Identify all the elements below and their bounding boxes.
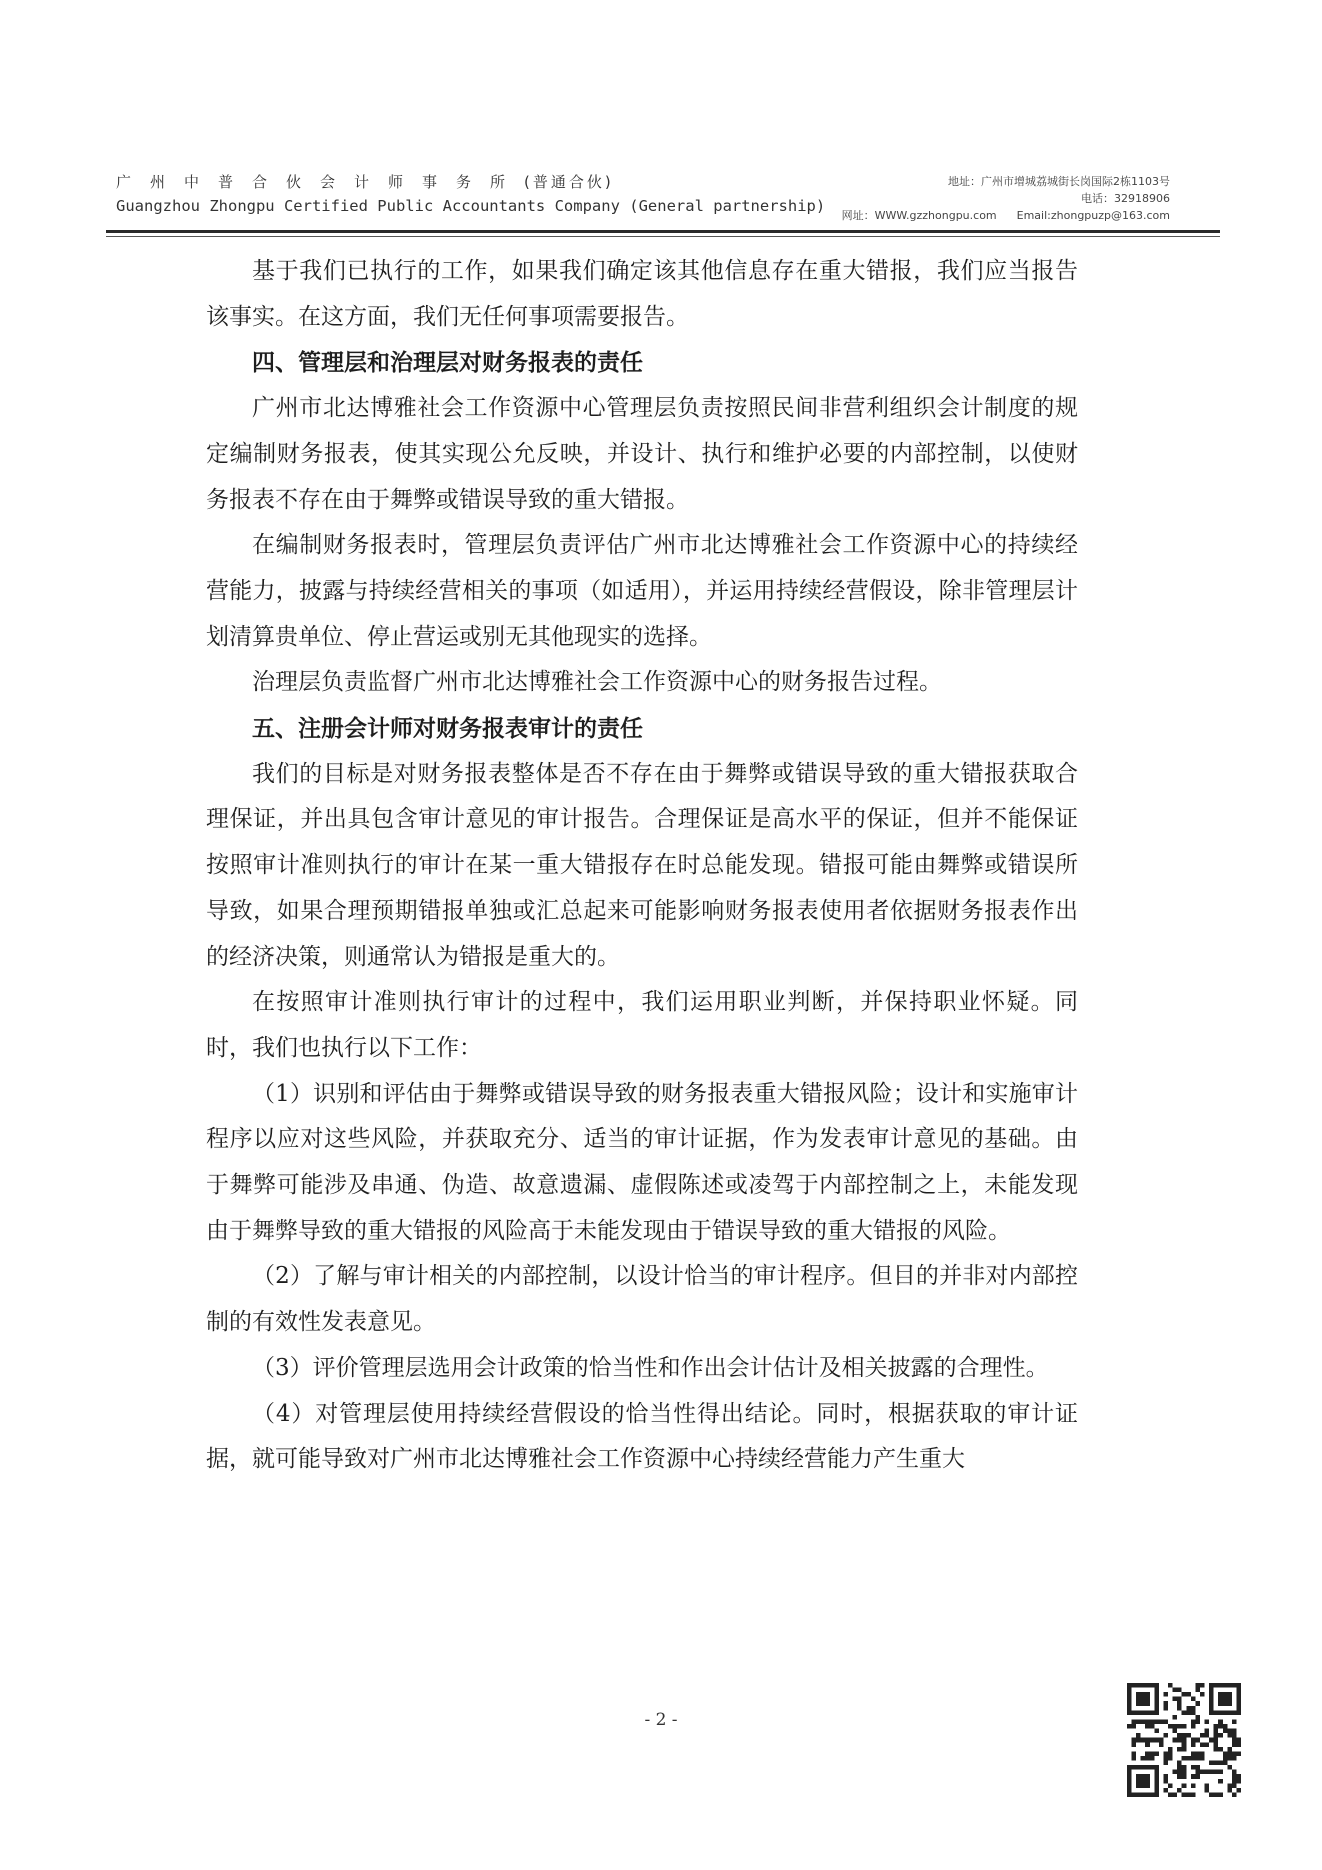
header-divider-thin: [106, 236, 1220, 237]
body-paragraph: 我们的目标是对财务报表整体是否不存在由于舞弊或错误导致的重大错报获取合理保证，并出具包含审计意见的审计报告。合理保证是高水平的保证，但并不能保证按照审计准则执行的审计在某一重大错报存在时总能发现。错报可能由舞弊或错误所导致，如果合理预期错报单独或汇总起来可能影响财务报表使用者依据财务报表作出的经济决策，则通常认为错报是重大的。: [206, 760, 1078, 970]
body-paragraph-item-1: （1）识别和评估由于舞弊或错误导致的财务报表重大错报风险；设计和实施审计程序以应对这些风险，并获取充分、适当的审计证据，作为发表审计意见的基础。由于舞弊可能涉及串通、伪造、故意遗漏、虚假陈述或凌驾于内部控制之上，未能发现由于舞弊导致的重大错报的风险高于未能发现由于错误导致的重大错报的风险。: [206, 1080, 1078, 1244]
firm-web-contacts: [830, 207, 1170, 224]
body-paragraph: 广州市北达博雅社会工作资源中心管理层负责按照民间非营利组织会计制度的规定编制财务报表，使其实现公允反映，并设计、执行和维护必要的内部控制，以使财务报表不存在由于舞弊或错误导致的重大错报。: [206, 395, 1078, 513]
body-paragraph: 在按照审计准则执行审计的过程中，我们运用职业判断，并保持职业怀疑。同时，我们也执行以下工作：: [206, 989, 1078, 1061]
body-paragraph-item-4: （4）对管理层使用持续经营假设的恰当性得出结论。同时，根据获取的审计证据，就可能导致对广州市北达博雅社会工作资源中心持续经营能力产生重大: [206, 1400, 1078, 1473]
firm-name-cn-text: 广州中普合伙会计师事务所: [116, 173, 525, 191]
firm-name-chinese: [116, 172, 796, 192]
body-paragraph-item-3: （3）评价管理层选用会计政策的恰当性和作出会计估计及相关披露的合理性。: [252, 1354, 1049, 1381]
page-number: - 2 -: [644, 1710, 678, 1730]
report-body: [206, 249, 1078, 1483]
firm-name-english: Guangzhou Zhongpu Certified Public Accountants Company (General partnership): [116, 197, 826, 215]
qr-code-icon: [1127, 1683, 1241, 1797]
header-divider-thick: [106, 230, 1220, 233]
firm-contact-info: [830, 173, 1170, 224]
body-paragraph: 基于我们已执行的工作，如果我们确定该其他信息存在重大错报，我们应当报告该事实。在这方面，我们无任何事项需要报告。: [206, 258, 1078, 330]
body-paragraph: 在编制财务报表时，管理层负责评估广州市北达博雅社会工作资源中心的持续经营能力，披露与持续经营相关的事项（如适用），并运用持续经营假设，除非管理层计划清算贵单位、停止营运或别无其他现实的选择。: [206, 532, 1078, 650]
firm-type-cn: (普通合伙): [524, 173, 614, 191]
section-heading-management-responsibility: 四、管理层和治理层对财务报表的责任: [252, 349, 643, 377]
body-paragraph-item-2: （2）了解与审计相关的内部控制，以设计恰当的审计程序。但目的并非对内部控制的有效性发表意见。: [206, 1263, 1078, 1336]
firm-website: 网址：WWW.gzzhongpu.com: [841, 209, 997, 222]
section-heading-auditor-responsibility: 五、注册会计师对财务报表审计的责任: [252, 715, 643, 743]
firm-phone: 电话：32918906: [1081, 192, 1170, 205]
body-paragraph: 治理层负责监督广州市北达博雅社会工作资源中心的财务报告过程。: [252, 669, 942, 696]
firm-address: 地址：广州市增城荔城街长岗国际2栋1103号: [948, 175, 1170, 188]
firm-header: [116, 172, 826, 216]
firm-email: Email:zhongpuzp@163.com: [1016, 209, 1170, 222]
